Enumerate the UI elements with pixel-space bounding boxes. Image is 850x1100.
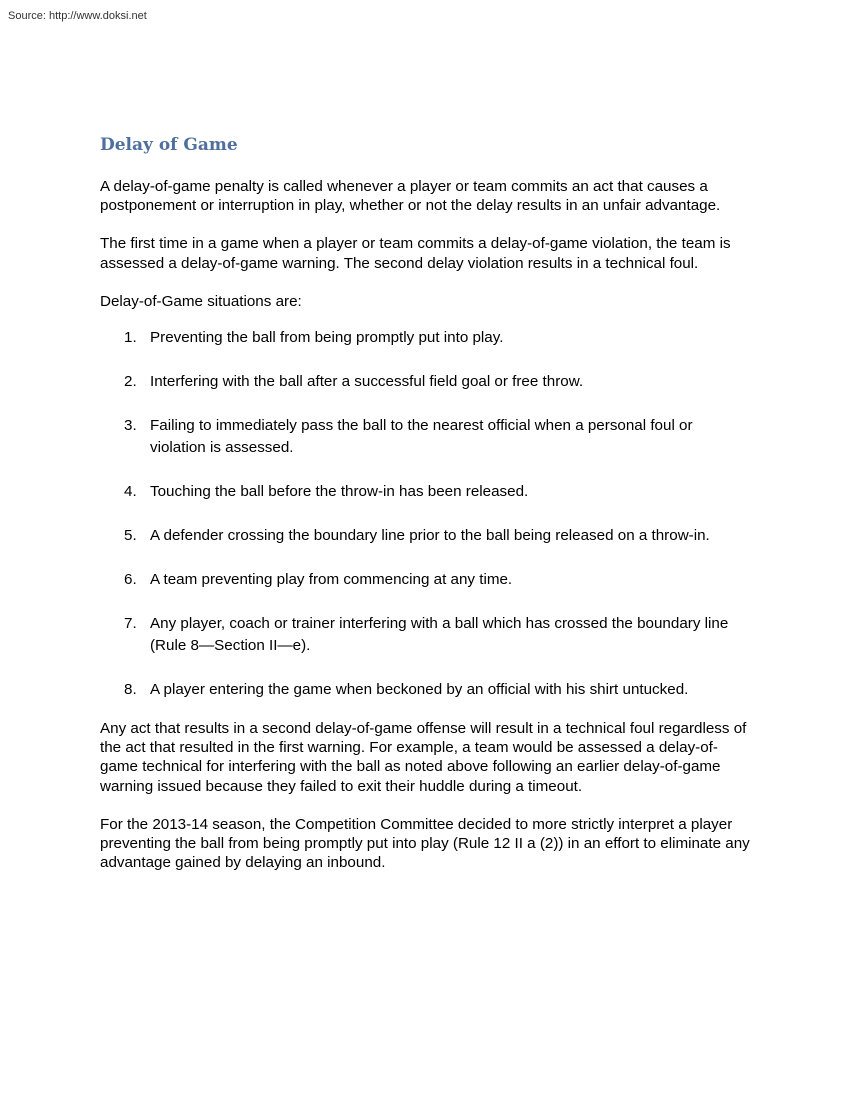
source-note: Source: http://www.doksi.net [8,10,147,22]
list-item-number: 8. [124,681,137,699]
warning-paragraph: The first time in a game when a player or team commits a delay-of-game violation, the team is assessed a delay-of-game warning. The second delay violation results in a technical foul. [100,235,731,272]
list-item-number: 4. [124,483,137,501]
situations-lead: Delay-of-Game situations are: [100,292,302,310]
second-offense-paragraph: Any act that results in a second delay-of-game offense will result in a technical foul regardless of the act that resulted in the first warning. For example, a team would be assessed a delay-of-game technical for interfering with the ball as noted above following an earlier delay-of-game warning issued because they failed to exit their huddle during a timeout. [100,720,747,795]
document-body [100,133,750,872]
list-item [100,415,750,459]
list-item [100,371,750,393]
list-item [100,613,750,657]
list-item-text: A defender crossing the boundary line prior to the ball being released on a throw-in. [150,527,710,545]
list-item-number: 7. [124,615,137,633]
list-item [100,679,750,701]
list-item-text: Failing to immediately pass the ball to the nearest official when a personal foul or violation is assessed. [150,417,693,457]
list-item-text: A team preventing play from commencing at any time. [150,571,513,589]
list-item-number: 2. [124,373,137,391]
list-item-number: 6. [124,571,137,589]
list-item-text: A player entering the game when beckoned by an official with his shirt untucked. [150,681,689,699]
list-item-text: Touching the ball before the throw-in has been released. [150,483,529,501]
list-item [100,569,750,591]
list-item-text: Preventing the ball from being promptly put into play. [150,329,504,347]
list-item [100,525,750,547]
list-item-number: 3. [124,417,137,435]
list-item-text: Any player, coach or trainer interfering with a ball which has crossed the boundary line (Rule 8—Section II—e). [150,615,729,655]
list-item-number: 5. [124,527,137,545]
list-item [100,327,750,349]
situations-list [100,327,750,701]
list-item-number: 1. [124,329,137,347]
list-item-text: Interfering with the ball after a successful field goal or free throw. [150,373,584,391]
list-item [100,481,750,503]
season-note-paragraph: For the 2013-14 season, the Competition Committee decided to more strictly interpret a player preventing the ball from being promptly put into play (Rule 12 II a (2)) in an effort to eliminate any advantage gained by delaying an inbound. [100,815,750,872]
page-title: Delay of Game [100,135,238,155]
intro-paragraph: A delay-of-game penalty is called whenever a player or team commits an act that causes a postponement or interruption in play, whether or not the delay results in an unfair advantage. [100,178,721,215]
